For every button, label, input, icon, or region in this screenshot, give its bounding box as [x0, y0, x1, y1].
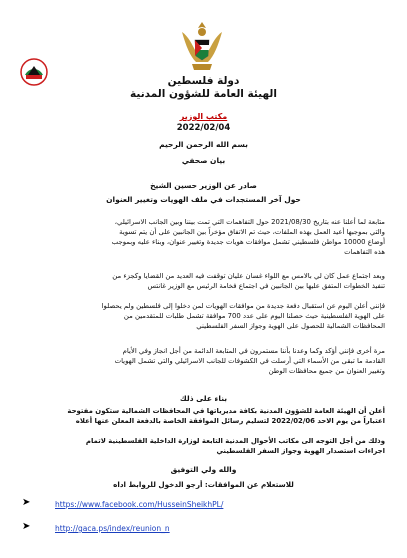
state-title: دولة فلسطين [167, 75, 240, 87]
gaca-reunion-link[interactable]: http://gaca.ps/index/reunion_n [55, 524, 170, 533]
facebook-link[interactable]: https://www.facebook.com/HusseinSheikhPL/ [55, 500, 224, 509]
inquiry-line: للاستعلام عن الموافقات: أرجو الدخول للروابط اداه [113, 480, 294, 489]
paragraph-1: متابعة لما أعلنا عنه بتاريخ 2021/08/30 حول التفاهمات التي تمت بيننا وبين الجانب الاسرائيلي، والتي بموجبها أعيد العمل بهذه الملفات، حيث تم الاتفاق مؤخراً بين الجانبين على أن يتم تسوية أوضاع 10000 مواطن فلسطيني تشمل موافقات هويات جديدة وتغيير عنوان، وبناء عليه وبموجب هذه التفاهمات [111, 218, 385, 256]
issuer-line: صادر عن الوزير حسين الشيخ [150, 181, 257, 190]
minister-office-label: مكتب الوزير [179, 112, 228, 121]
statement-label: بيان صحفي [181, 156, 226, 165]
arrow-right-icon: ➤ [22, 521, 31, 532]
document-date: 2022/02/04 [176, 123, 231, 133]
basmala: بسم الله الرحمن الرحيم [159, 140, 248, 149]
authority-title: الهيئة العامة للشؤون المدنية [130, 88, 277, 100]
headline: حول آخر المستجدات في ملف الهويات وتغيير العنوان [106, 195, 301, 204]
therefore-heading: بناء على ذلك [179, 394, 228, 403]
paragraph-5: أعلن أن الهيئة العامة للشؤون المدنية بكافة مديرياتها في المحافظات الشمالية ستكون مفتوحة اعتباراً من يوم الاحد 2022/02/06 لتسليم رسائل الموافقة الخاصة بالدفعة المعلن عنها أعلاه [67, 407, 385, 425]
paragraph-2: وبعد اجتماع عمل كان لي بالامس مع اللواء غسان عليان توقفت فيه العديد من القضايا وكجزء من تنفيذ الخطوات المتفق عليها بين الجانبين في اجتماع فخامة الرئيس مع الوزير غانتس [112, 272, 385, 290]
paragraph-4: مرة أخرى فإنني أؤكد وكما وعدنا بأننا مستمرون في المتابعة الدائمة من أجل انجاز وفي الأيام القادمة ما تبقى من الأسماء التي أرسلت في الكشوفات للجانب الاسرائيلي والتي تشمل الهويات وتغيير العنوان من جميع محافظات الوطن [114, 347, 385, 375]
arrow-right-icon: ➤ [22, 497, 31, 508]
palestine-eagle-emblem-icon [180, 18, 224, 74]
closing-line: والله ولي التوفيق [170, 465, 237, 474]
paragraph-3: فإنني أعلن اليوم عن استقبال دفعة جديدة من موافقات الهويات لمن دخلوا إلى فلسطين ولم يحصلوا على الهوية الفلسطينية حيث حصلنا اليوم على عدد 700 موافقة تشمل طلبات للمتقدمين من المحافظات الشمالية للحصول على الهوية وجواز السفر الفلسطيني [101, 302, 385, 330]
paragraph-6: وذلك من أجل التوجه الى مكاتب الأحوال المدنية التابعة لوزارة الداخلية الفلسطينية لاتمام اجراءات استصدار الهوية وجواز السفر الفلسطيني [85, 437, 385, 455]
